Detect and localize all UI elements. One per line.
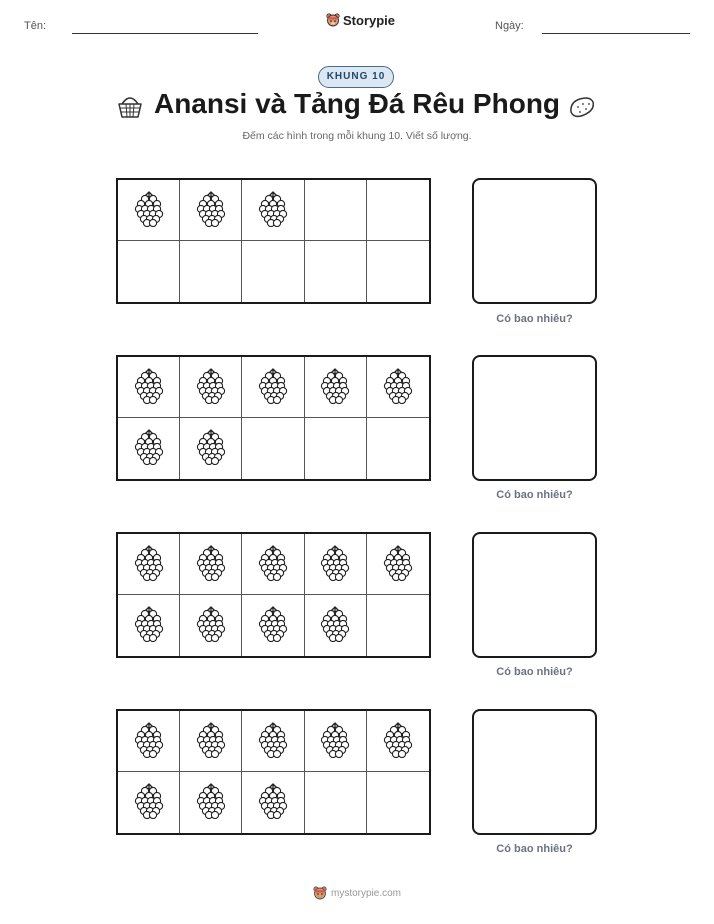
answer-prompt-1: Có bao nhiêu? <box>496 313 573 325</box>
frame-cell <box>367 241 429 302</box>
frame-cell <box>242 711 304 772</box>
frame-cell <box>305 241 367 302</box>
instructions: Đếm các hình trong mỗi khung 10. Viết số lượng. <box>242 130 472 142</box>
footer-url: mystorypie.com <box>330 888 401 899</box>
name-label: Tên: <box>24 20 47 32</box>
frame-cell <box>180 711 242 772</box>
frame-cell <box>242 772 304 833</box>
raspberry-icon <box>132 189 166 232</box>
date-label: Ngày: <box>495 20 524 32</box>
frame-cell <box>305 595 367 656</box>
raspberry-icon <box>318 543 352 586</box>
frame-cell <box>367 772 429 833</box>
ten-frame-4 <box>116 709 431 835</box>
answer-box-4[interactable] <box>472 709 597 835</box>
frame-cell <box>367 534 429 595</box>
frame-cell <box>367 357 429 418</box>
frame-cell <box>367 418 429 479</box>
frame-cell <box>242 180 304 241</box>
frame-cell <box>305 418 367 479</box>
frame-cell <box>118 418 180 479</box>
frame-cell <box>180 595 242 656</box>
frame-cell <box>180 772 242 833</box>
worksheet-type-badge: KHUNG 10 <box>318 66 394 88</box>
frame-cell <box>118 772 180 833</box>
answer-prompt-3: Có bao nhiêu? <box>496 666 573 678</box>
raspberry-icon <box>132 427 166 470</box>
frame-cell <box>180 180 242 241</box>
frame-cell <box>118 711 180 772</box>
frame-cell <box>242 418 304 479</box>
raspberry-icon <box>194 604 228 647</box>
raspberry-icon <box>256 543 290 586</box>
raspberry-icon <box>381 720 415 763</box>
sweet-potato-icon <box>568 94 596 120</box>
raspberry-icon <box>194 189 228 232</box>
raspberry-icon <box>132 604 166 647</box>
frame-cell <box>305 534 367 595</box>
brand-name: Storypie <box>343 13 396 28</box>
raspberry-icon <box>132 366 166 409</box>
footer <box>0 886 714 901</box>
frame-cell <box>118 241 180 302</box>
raspberry-icon <box>256 781 290 824</box>
raspberry-icon <box>318 604 352 647</box>
raspberry-icon <box>194 366 228 409</box>
frame-cell <box>242 595 304 656</box>
frame-cell <box>367 595 429 656</box>
frame-cell <box>180 241 242 302</box>
raspberry-icon <box>194 781 228 824</box>
frame-cell <box>242 357 304 418</box>
frame-cell <box>118 357 180 418</box>
frame-cell <box>367 711 429 772</box>
bear-mascot-icon <box>313 886 327 901</box>
frame-cell <box>305 772 367 833</box>
raspberry-icon <box>256 604 290 647</box>
date-line[interactable] <box>542 33 690 34</box>
raspberry-icon <box>381 366 415 409</box>
basket-icon <box>116 92 144 120</box>
name-line[interactable] <box>72 33 258 34</box>
raspberry-icon <box>318 720 352 763</box>
frame-cell <box>180 357 242 418</box>
raspberry-icon <box>381 543 415 586</box>
frame-cell <box>118 180 180 241</box>
raspberry-icon <box>256 189 290 232</box>
bear-mascot-icon <box>326 13 340 28</box>
answer-box-1[interactable] <box>472 178 597 304</box>
raspberry-icon <box>256 720 290 763</box>
frame-cell <box>118 595 180 656</box>
ten-frame-1 <box>116 178 431 304</box>
worksheet-title: Anansi và Tảng Đá Rêu Phong <box>153 88 561 119</box>
answer-box-3[interactable] <box>472 532 597 658</box>
raspberry-icon <box>132 781 166 824</box>
raspberry-icon <box>132 720 166 763</box>
frame-cell <box>305 711 367 772</box>
frame-cell <box>367 180 429 241</box>
frame-cell <box>180 534 242 595</box>
raspberry-icon <box>194 720 228 763</box>
frame-cell <box>305 357 367 418</box>
raspberry-icon <box>318 366 352 409</box>
frame-cell <box>242 241 304 302</box>
raspberry-icon <box>132 543 166 586</box>
answer-prompt-2: Có bao nhiêu? <box>496 489 573 501</box>
brand <box>326 13 395 28</box>
answer-prompt-4: Có bao nhiêu? <box>496 843 573 855</box>
ten-frame-2 <box>116 355 431 481</box>
frame-cell <box>305 180 367 241</box>
frame-cell <box>242 534 304 595</box>
raspberry-icon <box>256 366 290 409</box>
raspberry-icon <box>194 543 228 586</box>
ten-frame-3 <box>116 532 431 658</box>
raspberry-icon <box>194 427 228 470</box>
frame-cell <box>180 418 242 479</box>
answer-box-2[interactable] <box>472 355 597 481</box>
frame-cell <box>118 534 180 595</box>
